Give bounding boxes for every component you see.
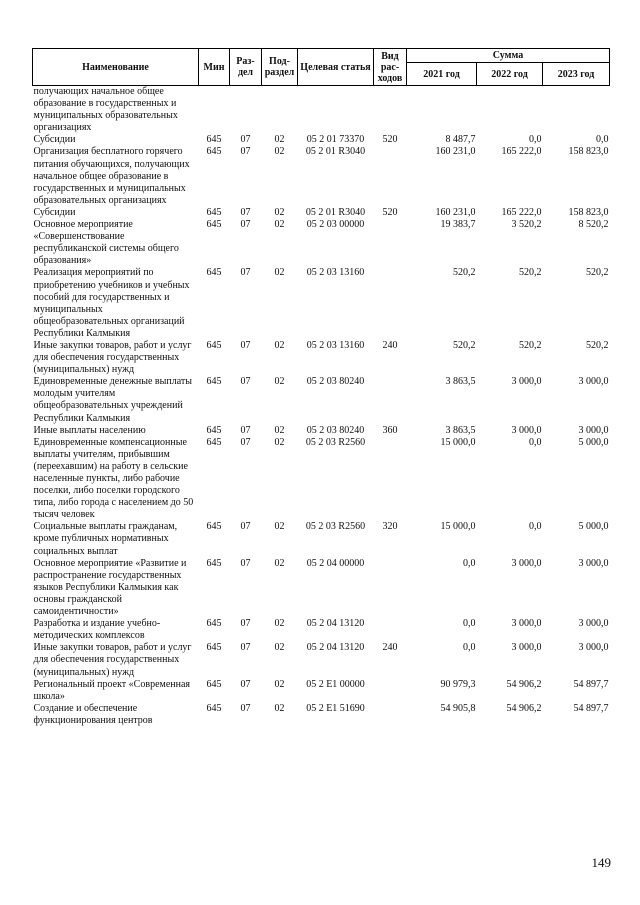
min-cell: 645 — [206, 436, 222, 448]
target-cell: 05 2 03 R2560 — [305, 521, 366, 533]
podrazdel-cell: 02 — [274, 436, 285, 448]
podrazdel-cell — [262, 86, 298, 135]
podrazdel-cell: 02 — [274, 557, 285, 569]
razdel-cell — [230, 86, 262, 135]
sum-2022-cell — [477, 86, 543, 135]
name-cell: Иные выплаты населению — [33, 424, 146, 436]
vid-cell — [374, 558, 407, 618]
sum-2023-cell: 54 897,7 — [573, 702, 609, 714]
table-row — [33, 219, 610, 267]
sum-2022-cell: 54 906,2 — [506, 702, 542, 714]
target-cell: 05 2 E1 00000 — [306, 678, 365, 690]
sum-2023-cell: 0,0 — [596, 134, 609, 146]
sum-2023-cell: 520,2 — [586, 267, 609, 279]
sum-2021-cell — [407, 86, 477, 135]
target-cell: 05 2 01 R3040 — [305, 146, 366, 158]
vid-cell: 360 — [382, 424, 398, 436]
razdel-cell: 07 — [240, 219, 251, 231]
vid-cell — [374, 703, 407, 727]
razdel-cell: 07 — [240, 618, 251, 630]
table-body — [33, 86, 610, 727]
sum-2022-cell: 0,0 — [529, 521, 542, 533]
budget-table — [32, 48, 610, 727]
sum-2022-cell: 0,0 — [529, 134, 542, 146]
sum-2022-cell: 165 222,0 — [501, 146, 542, 158]
sum-2022-cell: 520,2 — [519, 339, 542, 351]
target-cell: 05 2 03 13160 — [306, 339, 365, 351]
name-cell: Реализация мероприятий по приобретению учебников и учебных пособий для государственных и муниципальных общеобразовательных организаций Республики Калмыкия — [33, 267, 190, 339]
min-cell: 645 — [206, 376, 222, 388]
sum-2021-cell: 90 979,3 — [440, 678, 476, 690]
podrazdel-cell: 02 — [274, 642, 285, 654]
sum-2021-cell: 15 000,0 — [440, 521, 476, 533]
min-cell: 645 — [206, 219, 222, 231]
table-row — [33, 703, 610, 727]
table-row — [33, 146, 610, 206]
table-row — [33, 521, 610, 557]
header-target: Целевая статья — [298, 49, 374, 86]
podrazdel-cell: 02 — [274, 376, 285, 388]
razdel-cell: 07 — [240, 339, 251, 351]
razdel-cell: 07 — [240, 702, 251, 714]
sum-2022-cell: 3 000,0 — [511, 376, 542, 388]
min-cell: 645 — [206, 339, 222, 351]
sum-2023-cell: 8 520,2 — [578, 219, 609, 231]
razdel-cell: 07 — [240, 678, 251, 690]
vid-cell — [374, 679, 407, 703]
podrazdel-cell: 02 — [274, 678, 285, 690]
razdel-cell: 07 — [240, 134, 251, 146]
sum-2023-cell: 54 897,7 — [573, 678, 609, 690]
sum-2023-cell: 3 000,0 — [578, 618, 609, 630]
table-row — [33, 134, 610, 146]
sum-2023-cell: 5 000,0 — [578, 436, 609, 448]
min-cell: 645 — [206, 678, 222, 690]
name-cell: Единовременные денежные выплаты молодым учителям общеобразовательных учреждений Республики Калмыкия — [33, 376, 192, 424]
target-cell: 05 2 03 80240 — [306, 424, 365, 436]
header-name: Наименование — [33, 49, 199, 86]
sum-2021-cell: 0,0 — [463, 618, 476, 630]
podrazdel-cell: 02 — [274, 424, 285, 436]
header-sum: Сумма — [407, 49, 610, 63]
header-razdel: Раз-дел — [230, 49, 262, 86]
vid-cell — [374, 376, 407, 424]
target-cell: 05 2 03 00000 — [306, 219, 365, 231]
sum-2021-cell: 160 231,0 — [435, 146, 476, 158]
sum-2022-cell: 54 906,2 — [506, 678, 542, 690]
vid-cell: 320 — [382, 521, 398, 533]
table-row — [33, 618, 610, 642]
razdel-cell: 07 — [240, 424, 251, 436]
header-year-2021: 2021 год — [407, 63, 477, 86]
min-cell: 645 — [206, 146, 222, 158]
sum-2023-cell: 3 000,0 — [578, 424, 609, 436]
min-cell: 645 — [206, 424, 222, 436]
vid-cell — [374, 618, 407, 642]
table-row — [33, 267, 610, 340]
target-cell: 05 2 01 73370 — [306, 134, 365, 146]
min-cell: 645 — [206, 557, 222, 569]
name-cell: Основное мероприятие «Развитие и распространение государственных языков Республики Калмыкия как основы гражданской самоидентичности» — [33, 557, 187, 618]
sum-2022-cell: 3 000,0 — [511, 424, 542, 436]
razdel-cell: 07 — [240, 206, 251, 218]
sum-2021-cell: 54 905,8 — [440, 702, 476, 714]
name-cell: Организация бесплатного горячего питания обучающихся, получающих начальное общее образование в государственных и муниципальных образовательных организациях — [33, 146, 190, 206]
razdel-cell: 07 — [240, 146, 251, 158]
sum-2021-cell: 160 231,0 — [435, 206, 476, 218]
podrazdel-cell: 02 — [274, 134, 285, 146]
sum-2023-cell: 3 000,0 — [578, 642, 609, 654]
target-cell — [298, 86, 374, 135]
header-podrazdel: Под-раздел — [262, 49, 298, 86]
podrazdel-cell: 02 — [274, 339, 285, 351]
header-vid: Вид рас-ходов — [374, 49, 407, 86]
podrazdel-cell: 02 — [274, 219, 285, 231]
sum-2022-cell: 165 222,0 — [501, 206, 542, 218]
sum-2023-cell: 3 000,0 — [578, 376, 609, 388]
sum-2021-cell: 3 863,5 — [445, 376, 476, 388]
sum-2021-cell: 0,0 — [463, 642, 476, 654]
table-row — [33, 437, 610, 522]
target-cell: 05 2 04 00000 — [306, 557, 365, 569]
name-cell: Региональный проект «Современная школа» — [33, 678, 191, 702]
vid-cell — [374, 146, 407, 206]
target-cell: 05 2 03 13160 — [306, 267, 365, 279]
vid-cell — [374, 219, 407, 267]
name-cell: Иные закупки товаров, работ и услуг для обеспечения государственных (муниципальных) нужд — [33, 642, 192, 678]
podrazdel-cell: 02 — [274, 521, 285, 533]
table-row — [33, 86, 610, 135]
sum-2023-cell: 158 823,0 — [568, 206, 609, 218]
name-cell: получающих начальное общее образование в государственных и муниципальных образовательных организациях — [33, 86, 178, 134]
sum-2021-cell: 15 000,0 — [440, 436, 476, 448]
name-cell: Субсидии — [33, 206, 76, 218]
razdel-cell: 07 — [240, 436, 251, 448]
sum-2022-cell: 3 000,0 — [511, 557, 542, 569]
sum-2023-cell: 5 000,0 — [578, 521, 609, 533]
table-row — [33, 679, 610, 703]
sum-2021-cell: 3 863,5 — [445, 424, 476, 436]
podrazdel-cell: 02 — [274, 206, 285, 218]
target-cell: 05 2 E1 51690 — [306, 702, 365, 714]
podrazdel-cell: 02 — [274, 146, 285, 158]
name-cell: Иные закупки товаров, работ и услуг для обеспечения государственных (муниципальных) нужд — [33, 339, 192, 376]
vid-cell: 240 — [382, 339, 398, 351]
vid-cell — [374, 267, 407, 340]
sum-2021-cell: 8 487,7 — [445, 134, 476, 146]
sum-2021-cell: 0,0 — [463, 557, 476, 569]
sum-2022-cell: 3 520,2 — [511, 219, 542, 231]
target-cell: 05 2 03 R2560 — [305, 436, 366, 448]
target-cell: 05 2 04 13120 — [306, 642, 365, 654]
sum-2023-cell: 158 823,0 — [568, 146, 609, 158]
target-cell: 05 2 04 13120 — [306, 618, 365, 630]
min-cell: 645 — [206, 702, 222, 714]
podrazdel-cell: 02 — [274, 618, 285, 630]
header-year-2023: 2023 год — [543, 63, 610, 86]
min-cell: 645 — [206, 134, 222, 146]
vid-cell — [374, 437, 407, 522]
razdel-cell: 07 — [240, 267, 251, 279]
name-cell: Социальные выплаты гражданам, кроме публичных нормативных социальных выплат — [33, 521, 178, 557]
min-cell: 645 — [206, 521, 222, 533]
min-cell: 645 — [206, 618, 222, 630]
sum-2022-cell: 3 000,0 — [511, 642, 542, 654]
target-cell: 05 2 03 80240 — [306, 376, 365, 388]
vid-cell: 240 — [382, 642, 398, 654]
header-min: Мин — [199, 49, 230, 86]
min-cell: 645 — [206, 642, 222, 654]
name-cell: Единовременные компенсационные выплаты учителям, прибывшим (переехавшим) на работу в сельские населенные пункты, либо рабочие поселки, либо поселки городского типа, либо города с населением до 50 тысяч человек — [33, 436, 194, 521]
table-row — [33, 376, 610, 424]
vid-cell: 520 — [382, 206, 398, 218]
sum-2021-cell: 520,2 — [453, 267, 476, 279]
sum-2022-cell: 520,2 — [519, 267, 542, 279]
min-cell — [199, 86, 230, 135]
sum-2023-cell: 520,2 — [586, 339, 609, 351]
target-cell: 05 2 01 R3040 — [305, 206, 366, 218]
sum-2021-cell: 520,2 — [453, 339, 476, 351]
podrazdel-cell: 02 — [274, 702, 285, 714]
table-row — [33, 207, 610, 219]
min-cell: 645 — [206, 206, 222, 218]
table-row — [33, 425, 610, 437]
name-cell: Разработка и издание учебно-методических комплексов — [33, 618, 161, 642]
table-header — [33, 49, 610, 86]
razdel-cell: 07 — [240, 376, 251, 388]
name-cell: Создание и обеспечение функционирования центров — [33, 702, 153, 726]
name-cell: Субсидии — [33, 134, 76, 146]
table-row — [33, 642, 610, 678]
vid-cell — [374, 86, 407, 135]
table-row — [33, 558, 610, 618]
vid-cell: 520 — [382, 134, 398, 146]
sum-2023-cell: 3 000,0 — [578, 557, 609, 569]
sum-2022-cell: 0,0 — [529, 436, 542, 448]
table-row — [33, 340, 610, 376]
podrazdel-cell: 02 — [274, 267, 285, 279]
min-cell: 645 — [206, 267, 222, 279]
razdel-cell: 07 — [240, 521, 251, 533]
sum-2021-cell: 19 383,7 — [440, 219, 476, 231]
sum-2023-cell — [543, 86, 610, 135]
name-cell: Основное мероприятие «Совершенствование республиканской системы общего образования» — [33, 219, 179, 267]
razdel-cell: 07 — [240, 557, 251, 569]
header-year-2022: 2022 год — [477, 63, 543, 86]
razdel-cell: 07 — [240, 642, 251, 654]
sum-2022-cell: 3 000,0 — [511, 618, 542, 630]
page-number: 149 — [591, 855, 611, 870]
